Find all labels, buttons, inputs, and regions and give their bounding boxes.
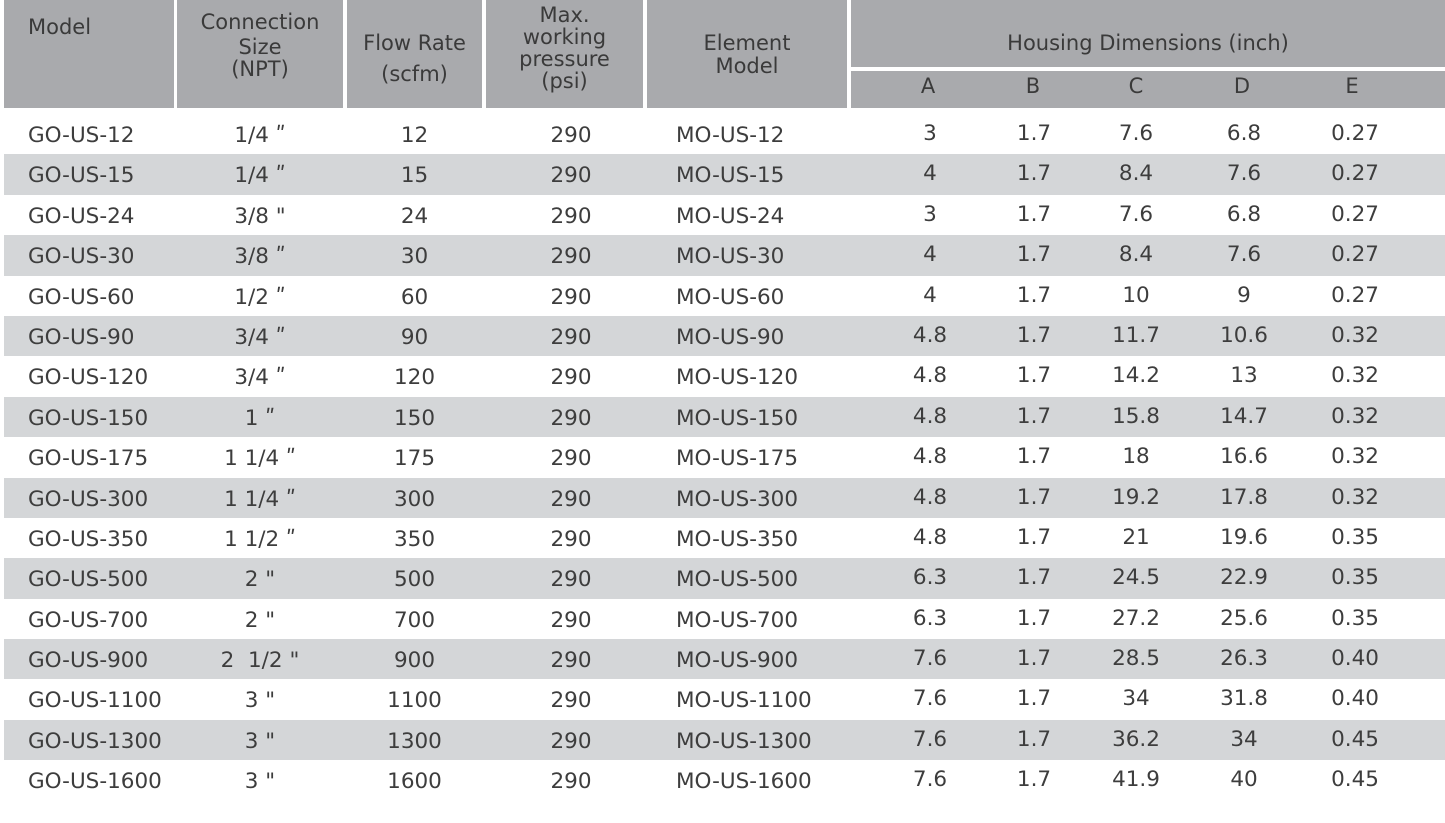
table-row	[0, 599, 1445, 639]
header-flow-line2: (scfm)	[381, 62, 448, 86]
header-pressure-line1: Max.	[539, 3, 590, 27]
cell-connection: 3/4 ʺ	[234, 365, 286, 391]
cell-dim-d: 14.7	[1220, 403, 1268, 429]
cell-element: MO-US-500	[676, 567, 799, 593]
cell-pressure: 290	[550, 648, 592, 674]
cell-model: GO-US-900	[28, 648, 149, 674]
header-housing-label: Housing Dimensions (inch)	[1007, 31, 1289, 55]
header-dim-d: D	[1233, 74, 1251, 98]
cell-dim-b: 1.7	[1016, 242, 1052, 268]
table-row	[0, 114, 1445, 154]
header-element-line2: Model	[715, 54, 779, 78]
header-connection-line3: (NPT)	[231, 57, 289, 81]
cell-dim-e: 0.27	[1331, 121, 1379, 146]
table-row	[0, 356, 1445, 396]
cell-dim-a: 4.8	[912, 524, 948, 550]
table-row	[4, 316, 1445, 356]
cell-flow-rate: 30	[400, 244, 429, 270]
cell-dim-e: 0.40	[1331, 646, 1379, 672]
cell-connection: 2 "	[244, 567, 276, 593]
table-body	[0, 114, 1445, 801]
cell-dim-a: 4	[923, 242, 937, 268]
cell-dim-e: 0.27	[1331, 242, 1379, 268]
header-dim-b: B	[1025, 74, 1041, 98]
cell-dim-c: 15.8	[1112, 403, 1160, 429]
cell-element: MO-US-150	[676, 405, 799, 431]
cell-pressure: 290	[550, 526, 592, 552]
cell-dim-c: 10	[1122, 282, 1150, 308]
table-row	[4, 478, 1445, 518]
header-dim-e: E	[1345, 74, 1359, 98]
cell-dim-c: 7.6	[1118, 121, 1154, 146]
cell-dim-b: 1.7	[1016, 282, 1052, 308]
cell-dim-e: 0.32	[1331, 403, 1379, 429]
cell-dim-c: 24.5	[1112, 565, 1160, 591]
cell-dim-c: 11.7	[1112, 322, 1160, 348]
cell-dim-c: 14.2	[1112, 363, 1160, 389]
cell-connection: 1 1/2 ʺ	[224, 526, 296, 552]
cell-dim-e: 0.32	[1331, 444, 1379, 470]
cell-connection: 1 1/4 ʺ	[224, 486, 296, 512]
cell-element: MO-US-90	[676, 324, 785, 350]
cell-flow-rate: 300	[393, 486, 436, 512]
cell-pressure: 290	[550, 688, 592, 714]
cell-model: GO-US-60	[28, 284, 135, 310]
header-housing-dimensions	[851, 0, 1445, 67]
cell-dim-e: 0.27	[1331, 161, 1379, 187]
cell-model: GO-US-700	[28, 607, 149, 633]
header-dim-c: C	[1128, 74, 1144, 98]
cell-dim-e: 0.35	[1331, 524, 1379, 550]
cell-dim-b: 1.7	[1016, 403, 1052, 429]
cell-flow-rate: 24	[400, 203, 429, 229]
cell-model: GO-US-120	[28, 365, 149, 391]
cell-dim-c: 34	[1122, 686, 1150, 712]
header-pressure-line2: working	[522, 25, 607, 49]
cell-dim-c: 8.4	[1118, 161, 1154, 187]
cell-connection: 3 "	[244, 769, 276, 795]
cell-pressure: 290	[550, 486, 592, 512]
cell-dim-d: 22.9	[1220, 565, 1268, 591]
cell-dim-b: 1.7	[1016, 565, 1052, 591]
cell-connection: 1 ʺ	[244, 405, 276, 431]
cell-pressure: 290	[550, 284, 592, 310]
cell-flow-rate: 90	[400, 324, 429, 350]
cell-model: GO-US-15	[28, 163, 135, 189]
cell-element: MO-US-24	[676, 203, 785, 229]
cell-dim-c: 19.2	[1112, 484, 1160, 510]
cell-connection: 3/8 "	[234, 203, 286, 229]
cell-element: MO-US-175	[676, 446, 799, 472]
cell-element: MO-US-700	[676, 607, 799, 633]
cell-dim-c: 27.2	[1112, 605, 1160, 631]
cell-dim-e: 0.32	[1331, 363, 1379, 389]
cell-element: MO-US-120	[676, 365, 799, 391]
cell-model: GO-US-300	[28, 486, 149, 512]
cell-flow-rate: 900	[393, 648, 436, 674]
header-pressure-line3: pressure	[519, 47, 610, 71]
cell-connection: 2 "	[244, 607, 276, 633]
header-flow-rate	[347, 0, 482, 108]
cell-flow-rate: 150	[393, 405, 436, 431]
cell-flow-rate: 500	[393, 567, 436, 593]
cell-dim-e: 0.35	[1331, 565, 1379, 591]
table-row	[0, 195, 1445, 235]
cell-dim-c: 21	[1122, 524, 1150, 550]
cell-dim-e: 0.32	[1331, 322, 1379, 348]
cell-model: GO-US-30	[28, 244, 135, 270]
cell-dim-e: 0.27	[1331, 201, 1379, 227]
cell-connection: 2 1/2 "	[220, 648, 300, 674]
cell-flow-rate: 700	[393, 607, 436, 633]
header-connection-line2: Size	[238, 35, 282, 59]
cell-dim-a: 3	[923, 201, 937, 227]
cell-dim-a: 4	[923, 282, 937, 308]
table-row	[4, 235, 1445, 275]
header-element-line1: Element	[703, 31, 791, 55]
cell-connection: 3/4 ʺ	[234, 324, 286, 350]
cell-model: GO-US-90	[28, 324, 135, 350]
cell-model: GO-US-350	[28, 526, 149, 552]
cell-pressure: 290	[550, 123, 592, 148]
cell-pressure: 290	[550, 567, 592, 593]
cell-element: MO-US-350	[676, 526, 799, 552]
header-model-label: Model	[28, 15, 92, 39]
cell-flow-rate: 175	[393, 446, 436, 472]
cell-flow-rate: 1100	[387, 688, 442, 714]
cell-pressure: 290	[550, 244, 592, 270]
cell-connection: 1/4 ʺ	[234, 123, 286, 148]
cell-dim-b: 1.7	[1016, 726, 1052, 752]
cell-model: GO-US-24	[28, 203, 135, 229]
cell-pressure: 290	[550, 324, 592, 350]
cell-element: MO-US-30	[676, 244, 785, 270]
header-pressure-line4: (psi)	[541, 69, 588, 93]
cell-flow-rate: 1600	[387, 769, 442, 795]
cell-pressure: 290	[550, 163, 592, 189]
cell-dim-b: 1.7	[1016, 767, 1052, 793]
cell-model: GO-US-175	[28, 446, 149, 472]
table-row	[0, 518, 1445, 558]
header-connection-size	[177, 0, 343, 108]
cell-connection: 1/4 ʺ	[234, 163, 286, 189]
header-connection-line1: Connection	[200, 10, 320, 34]
cell-model: GO-US-1300	[28, 728, 162, 754]
cell-dim-b: 1.7	[1016, 524, 1052, 550]
cell-model: GO-US-12	[28, 123, 135, 148]
cell-connection: 3/8 ʺ	[234, 244, 286, 270]
cell-flow-rate: 12	[400, 123, 429, 148]
cell-element: MO-US-900	[676, 648, 799, 674]
cell-dim-d: 31.8	[1220, 686, 1268, 712]
cell-dim-d: 34	[1230, 726, 1258, 752]
header-element-model	[647, 0, 847, 108]
cell-element: MO-US-1300	[676, 728, 812, 754]
cell-dim-b: 1.7	[1016, 322, 1052, 348]
table-row	[0, 679, 1445, 719]
cell-dim-c: 41.9	[1112, 767, 1160, 793]
cell-dim-e: 0.32	[1331, 484, 1379, 510]
cell-dim-d: 10.6	[1220, 322, 1268, 348]
cell-connection: 1/2 ʺ	[234, 284, 286, 310]
cell-dim-e: 0.35	[1331, 605, 1379, 631]
cell-dim-c: 28.5	[1112, 646, 1160, 672]
table-row	[4, 639, 1445, 679]
cell-dim-d: 9	[1237, 282, 1251, 308]
cell-pressure: 290	[550, 607, 592, 633]
cell-model: GO-US-500	[28, 567, 149, 593]
cell-dim-d: 6.8	[1226, 121, 1262, 146]
cell-dim-b: 1.7	[1016, 363, 1052, 389]
cell-dim-a: 3	[923, 121, 937, 146]
cell-dim-d: 25.6	[1220, 605, 1268, 631]
cell-dim-a: 7.6	[912, 646, 948, 672]
cell-flow-rate: 120	[393, 365, 436, 391]
cell-element: MO-US-12	[676, 123, 785, 148]
table-row	[4, 397, 1445, 437]
cell-dim-c: 7.6	[1118, 201, 1154, 227]
cell-dim-a: 7.6	[912, 767, 948, 793]
cell-dim-d: 7.6	[1226, 161, 1262, 187]
cell-dim-a: 4.8	[912, 444, 948, 470]
cell-dim-e: 0.40	[1331, 686, 1379, 712]
cell-pressure: 290	[550, 728, 592, 754]
cell-dim-b: 1.7	[1016, 605, 1052, 631]
cell-flow-rate: 350	[393, 526, 436, 552]
cell-dim-e: 0.45	[1331, 726, 1379, 752]
cell-element: MO-US-60	[676, 284, 785, 310]
header-dim-a: A	[920, 74, 936, 98]
table-row	[4, 720, 1445, 760]
cell-dim-d: 17.8	[1220, 484, 1268, 510]
cell-dim-c: 18	[1122, 444, 1150, 470]
cell-pressure: 290	[550, 365, 592, 391]
cell-dim-a: 7.6	[912, 726, 948, 752]
cell-model: GO-US-1600	[28, 769, 162, 795]
cell-element: MO-US-1600	[676, 769, 812, 795]
cell-dim-e: 0.27	[1331, 282, 1379, 308]
cell-dim-d: 6.8	[1226, 201, 1262, 227]
cell-dim-b: 1.7	[1016, 444, 1052, 470]
cell-dim-a: 4	[923, 161, 937, 187]
cell-dim-a: 4.8	[912, 403, 948, 429]
cell-connection: 1 1/4 ʺ	[224, 446, 296, 472]
cell-model: GO-US-150	[28, 405, 149, 431]
cell-dim-d: 7.6	[1226, 242, 1262, 268]
cell-dim-c: 36.2	[1112, 726, 1160, 752]
cell-dim-d: 13	[1230, 363, 1258, 389]
table-row	[4, 154, 1445, 194]
cell-dim-b: 1.7	[1016, 484, 1052, 510]
cell-connection: 3 "	[244, 728, 276, 754]
cell-dim-b: 1.7	[1016, 161, 1052, 187]
table-row	[0, 760, 1445, 800]
table-row	[0, 437, 1445, 477]
header-model	[4, 0, 174, 108]
cell-pressure: 290	[550, 405, 592, 431]
cell-dim-a: 4.8	[912, 363, 948, 389]
cell-dim-d: 40	[1230, 767, 1258, 793]
cell-dim-d: 16.6	[1220, 444, 1268, 470]
cell-dim-a: 6.3	[912, 565, 948, 591]
cell-model: GO-US-1100	[28, 688, 162, 714]
cell-flow-rate: 60	[400, 284, 429, 310]
cell-element: MO-US-15	[676, 163, 785, 189]
cell-dim-b: 1.7	[1016, 201, 1052, 227]
cell-connection: 3 "	[244, 688, 276, 714]
header-max-pressure	[486, 0, 643, 108]
cell-pressure: 290	[550, 446, 592, 472]
cell-dim-d: 26.3	[1220, 646, 1268, 672]
cell-dim-d: 19.6	[1220, 524, 1268, 550]
cell-dim-a: 7.6	[912, 686, 948, 712]
table-row	[0, 276, 1445, 316]
cell-dim-b: 1.7	[1016, 686, 1052, 712]
cell-flow-rate: 15	[400, 163, 429, 189]
cell-dim-a: 6.3	[912, 605, 948, 631]
cell-dim-c: 8.4	[1118, 242, 1154, 268]
header-flow-line1: Flow Rate	[363, 31, 466, 55]
cell-pressure: 290	[550, 203, 592, 229]
cell-element: MO-US-1100	[676, 688, 812, 714]
table-row	[4, 558, 1445, 598]
cell-element: MO-US-300	[676, 486, 799, 512]
cell-dim-a: 4.8	[912, 322, 948, 348]
cell-dim-a: 4.8	[912, 484, 948, 510]
cell-flow-rate: 1300	[387, 728, 442, 754]
cell-pressure: 290	[550, 769, 592, 795]
cell-dim-b: 1.7	[1016, 646, 1052, 672]
cell-dim-e: 0.45	[1331, 767, 1379, 793]
cell-dim-b: 1.7	[1016, 121, 1052, 146]
